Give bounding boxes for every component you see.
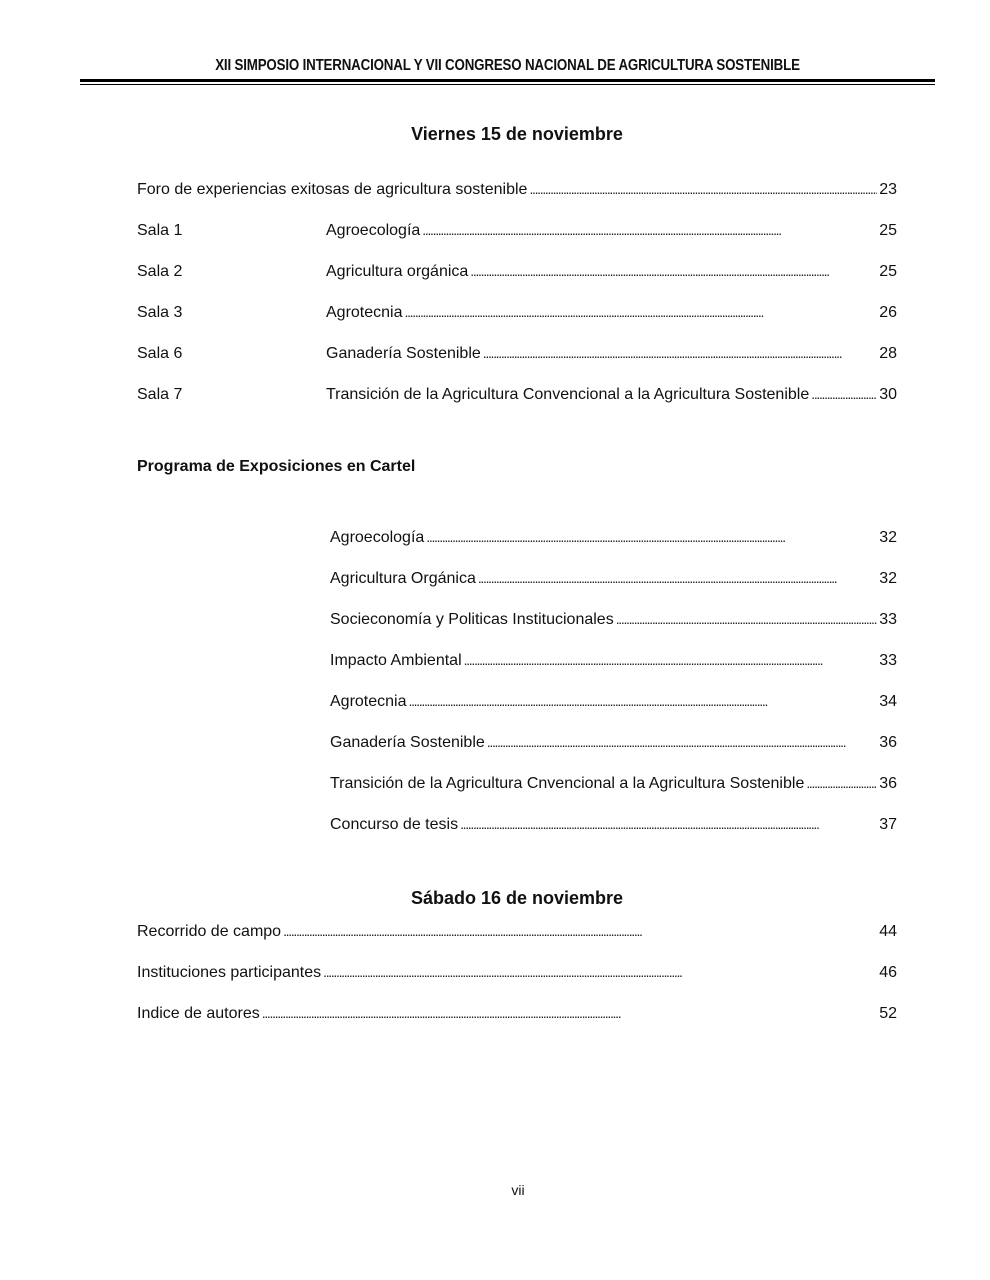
dot-leader xyxy=(483,345,877,363)
toc-entry-poster[interactable] xyxy=(330,816,897,834)
sala-label: Sala 7 xyxy=(137,386,183,403)
toc-entry-sala-1[interactable] xyxy=(137,222,897,240)
toc-entry-title: Agroecología xyxy=(326,222,421,239)
dot-leader xyxy=(426,529,877,547)
toc-entry-sala-3[interactable] xyxy=(137,304,897,322)
toc-entry-poster[interactable] xyxy=(330,611,897,629)
toc-entry-page: 32 xyxy=(879,529,897,546)
toc-entry-page: 52 xyxy=(879,1005,897,1022)
saturday-heading: Sábado 16 de noviembre xyxy=(410,888,624,908)
toc-entry-title: Instituciones participantes xyxy=(137,964,322,981)
dot-leader xyxy=(478,570,877,588)
toc-entry-page: 30 xyxy=(879,386,897,403)
toc-entry-poster[interactable] xyxy=(330,652,897,670)
toc-entry-page: 36 xyxy=(879,734,897,751)
toc-entry-page: 26 xyxy=(879,304,897,321)
toc-entry-recorrido[interactable] xyxy=(137,923,897,941)
toc-entry-poster[interactable] xyxy=(330,529,897,547)
toc-entry-title: Ganadería Sostenible xyxy=(326,345,481,362)
toc-entry-page: 46 xyxy=(879,964,897,981)
dot-leader xyxy=(811,386,877,404)
dot-leader xyxy=(464,652,878,670)
toc-entry-title: Recorrido de campo xyxy=(137,923,282,940)
toc-entry-title: Foro de experiencias exitosas de agricultura sostenible xyxy=(137,181,528,198)
toc-entry-title: Agricultura Orgánica xyxy=(330,570,476,587)
dot-leader xyxy=(323,964,877,982)
toc-entry-page: 33 xyxy=(879,652,897,669)
toc-entry-page: 36 xyxy=(879,775,897,792)
toc-entry-page: 37 xyxy=(879,816,897,833)
toc-entry-page: 25 xyxy=(879,222,897,239)
toc-entry-title: Impacto Ambiental xyxy=(330,652,462,669)
toc-entry-poster[interactable] xyxy=(330,775,897,793)
posters-heading: Programa de Exposiciones en Cartel xyxy=(137,458,416,475)
toc-entry-title: Agrotecnia xyxy=(330,693,407,710)
toc-entry-title: Ganadería Sostenible xyxy=(330,734,485,751)
friday-heading: Viernes 15 de noviembre xyxy=(411,124,623,144)
dot-leader xyxy=(529,181,877,199)
dot-leader xyxy=(616,611,878,629)
toc-entry-title: Agrotecnia xyxy=(326,304,403,321)
dot-leader xyxy=(470,263,877,281)
toc-entry-page: 34 xyxy=(879,693,897,710)
toc-entry-page: 44 xyxy=(879,923,897,940)
toc-entry-title: Concurso de tesis xyxy=(330,816,459,833)
page-number: vii xyxy=(511,1182,525,1198)
toc-entry-poster[interactable] xyxy=(330,734,897,752)
toc-entry-instituciones[interactable] xyxy=(137,964,897,982)
toc-entry-indice[interactable] xyxy=(137,1005,897,1023)
toc-entry-title: Socieconomía y Politicas Institucionales xyxy=(330,611,614,628)
header-rule-thin xyxy=(80,84,935,85)
toc-entry-foro[interactable] xyxy=(137,181,897,199)
dot-leader xyxy=(806,775,877,793)
toc-entry-page: 25 xyxy=(879,263,897,280)
dot-leader xyxy=(487,734,877,752)
dot-leader xyxy=(283,923,877,941)
dot-leader xyxy=(409,693,878,711)
sala-label: Sala 3 xyxy=(137,304,183,321)
sala-label: Sala 1 xyxy=(137,222,183,239)
toc-entry-sala-7[interactable] xyxy=(137,386,897,404)
header-title: XII SIMPOSIO INTERNACIONAL Y VII CONGRESO NACIONAL DE AGRICULTURA SOSTENIBLE xyxy=(215,57,800,74)
toc-entry-sala-2[interactable] xyxy=(137,263,897,281)
toc-entry-sala-6[interactable] xyxy=(137,345,897,363)
toc-entry-title: Transición de la Agricultura Cnvencional a la Agricultura Sostenible xyxy=(330,775,805,792)
toc-entry-title: Agricultura orgánica xyxy=(326,263,469,280)
header-rule-thick xyxy=(80,79,935,82)
toc-entry-page: 33 xyxy=(879,611,897,628)
dot-leader xyxy=(405,304,878,322)
toc-entry-poster[interactable] xyxy=(330,570,897,588)
toc-entry-page: 23 xyxy=(879,181,897,198)
toc-entry-poster[interactable] xyxy=(330,693,897,711)
toc-entry-page: 28 xyxy=(879,345,897,362)
sala-label: Sala 2 xyxy=(137,263,183,280)
dot-leader xyxy=(262,1005,877,1023)
toc-entry-title: Transición de la Agricultura Convencional a la Agricultura Sostenible xyxy=(326,386,810,403)
sala-label: Sala 6 xyxy=(137,345,183,362)
toc-entry-title: Indice de autores xyxy=(137,1005,260,1022)
dot-leader xyxy=(460,816,877,834)
toc-entry-page: 32 xyxy=(879,570,897,587)
dot-leader xyxy=(422,222,877,240)
toc-entry-title: Agroecología xyxy=(330,529,425,546)
